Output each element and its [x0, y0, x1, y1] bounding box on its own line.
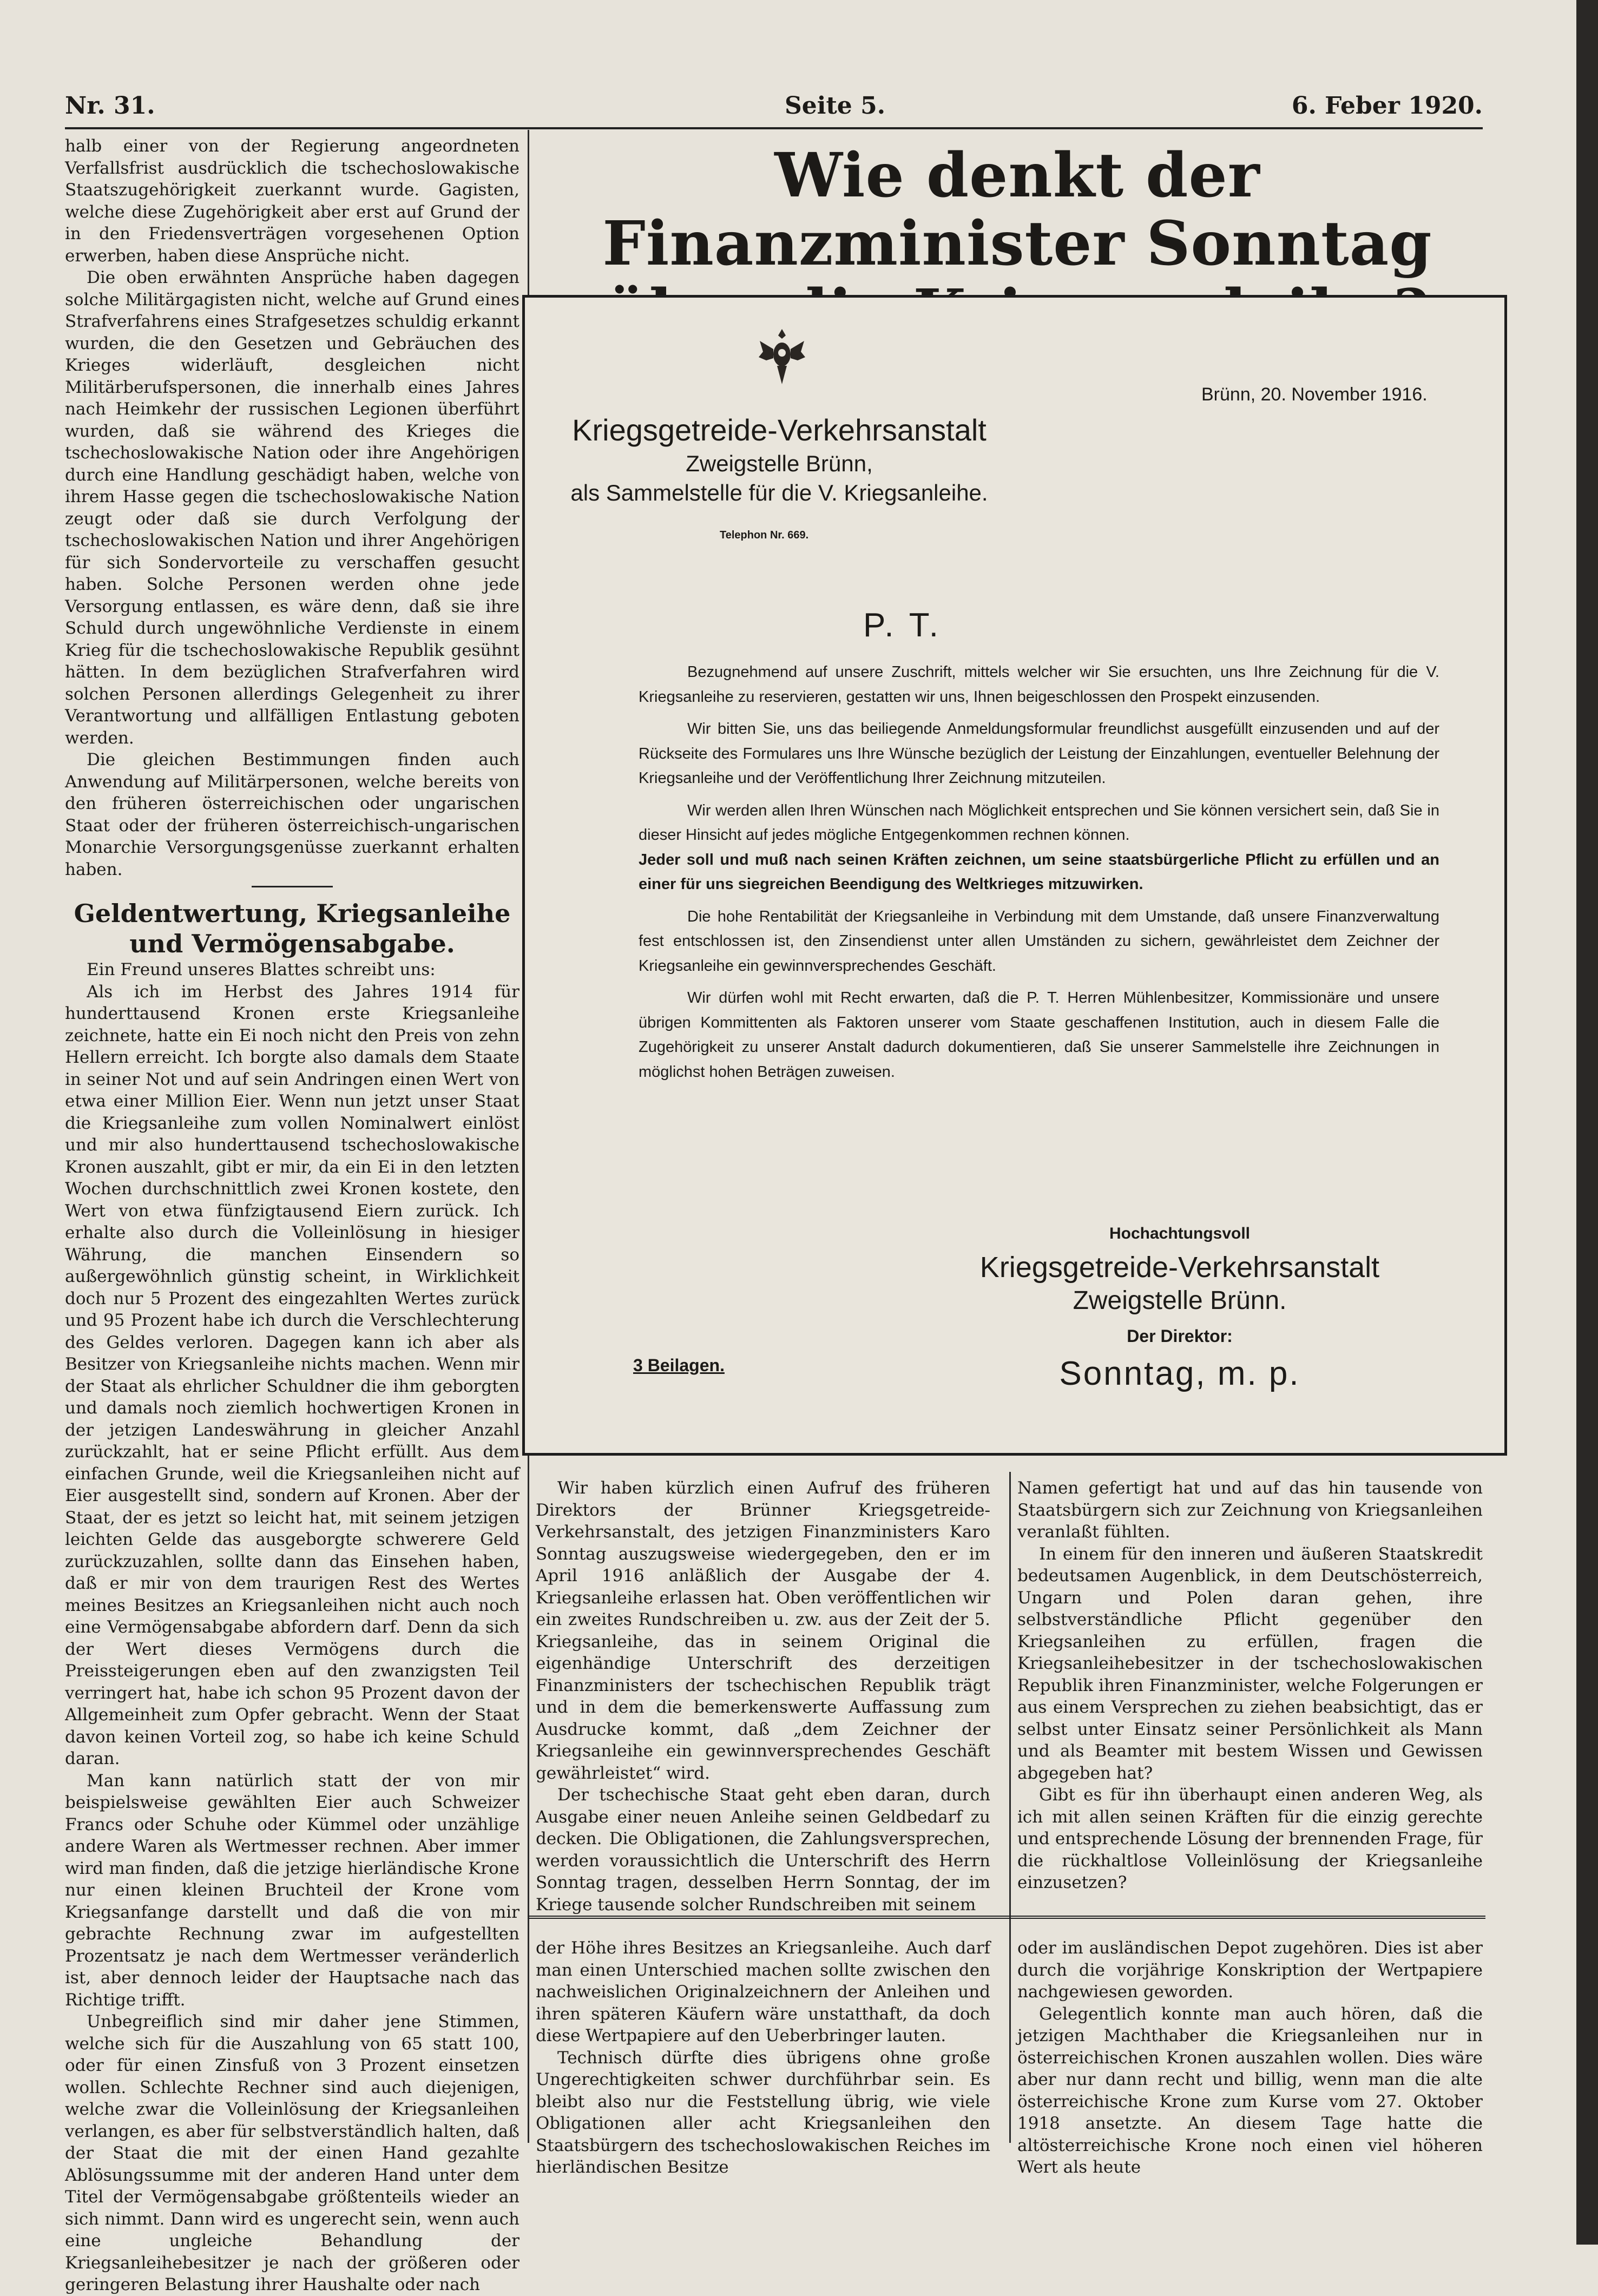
article-subhead: Geldentwertung, Kriegsanleihe und Vermögensabgabe.	[74, 899, 511, 958]
paragraph: Als ich im Herbst des Jahres 1914 für hunderttausend Kronen erste Kriegsanleihe zeichnete, hatte ein Ei noch nicht den Preis von zehn Hellern erreicht. Ich borgte also damals dem Staate in seiner Not und auf sein Andringen einen Wert von etwa einer Million Eier. Wenn nun jetzt unser Staat die Kriegsanleihe zum vollen Nominalwert einlöst und mir also hunderttausend tschechoslowakische Kronen auszahlt, gibt er mir, da ein Ei in den letzten Wochen durchschnittlich zwei Kronen kostete, den Wert von etwa fünfzigtausend Eiern zurück. Ich erhalte also durch die Volleinlösung in hiesiger Währung, die manchen Einsendern so außergewöhnlich günstig scheint, in Wirklichkeit doch nur 5 Prozent des eingezahlten Wertes zurück und 95 Prozent habe ich durch die Verschlechterung des Geldes verloren. Dagegen kann ich aber als Besitzer von Kriegsanleihe nichts machen. Wenn mir der Staat als ehrlicher Schuldner die ihm geborgten und damals noch ziemlich hochwertigen Kronen in der jetzigen Landeswährung in gleicher Anzahl zurückzahlt, hat er seine Pflicht erfüllt. Aus dem einfachen Grunde, weil die Kriegsanleihen nicht auf Eier ausgestellt sind, sondern auf Kronen. Aber der Staat, der es jetzt so leicht hat, mit seinem jetzigen leichten Gelde das ausgeborgte schwerere Geld zurückzuzahlen, sollte dann das Einsehen haben, daß er mir von dem traurigen Rest des Wertes meines Besitzes an Kriegsanleihen nicht auch noch eine Vermögensabgabe abfordern darf. Denn da sich der Wert dieses Vermögens durch die Preissteigerungen eben auf den zwanzigsten Teil verringert hat, habe ich schon 95 Prozent davon der Allgemeinheit zum Opfer gebracht. Wenn der Staat davon keinen Vorteil zog, so habe ich keine Schuld daran.	[65, 982, 519, 1768]
letterhead	[563, 411, 996, 508]
paragraph: Gibt es für ihn überhaupt einen anderen Weg, als ich mit allen seinen Kräften für die einzig gerechte und entsprechende Lösung der brennenden Frage, für die rückhaltlose Volleinlösung der Kriegsanleihe einzusetzen?	[1017, 1785, 1483, 1892]
closing-phrase: Hochachtungsvoll	[1109, 1225, 1251, 1242]
section-divider	[528, 1916, 1485, 1919]
letter-closing	[920, 1218, 1439, 1393]
letter-paragraph: Bezugnehmend auf unsere Zuschrift, mittels welcher wir Sie ersuchten, uns Ihre Zeichnung für die V. Kriegsanleihe zu reservieren, gestatten wir uns, Ihnen beigeschlossen den Prospekt einzusenden.	[639, 663, 1439, 706]
issue-number: Nr. 31.	[65, 92, 155, 120]
paragraph: Man kann natürlich statt der von mir beispielsweise gewählten Eier auch Schweizer Francs oder Schuhe oder Kümmel oder unzählige andere Waren als Wertmesser rechnen. Aber immer wird man finden, daß die jetzige hierländische Krone nur einen kleinen Bruchteil der Krone vom Kriegsanfange darstellt und daß die von mir gebrachte Rechnung zwar im aufgestellten Prozentsatz je nach dem Wertmesser veränderlich ist, aber dennoch leider der Hauptsache nach das Richtige trifft.	[65, 1771, 519, 2010]
middle-article-col2	[1017, 1477, 1483, 1892]
middle-article-col1	[536, 1477, 990, 1915]
paragraph: Technisch dürfte dies übrigens ohne große Ungerechtigkeiten schwer durchführbar sein. Es bleibt also nur die Feststellung übrig, wie viele Obligationen aller acht Kriegsanleihen den Staatsbürgern des tschechoslowakischen Reiches im hierländischen Besitze	[536, 2048, 990, 2177]
paragraph: Wir haben kürzlich einen Aufruf des früheren Direktors der Brünner Kriegsgetreide-Verkehrsanstalt, des jetzigen Finanzministers Karo Sonntag auszugsweise wiedergegeben, den er im April 1916 anläßlich der Ausgabe der 4. Kriegsanleihe erlassen hat. Oben veröffentlichen wir ein zweites Rundschreiben u. zw. aus der Zeit der 5. Kriegsanleihe, das in seinem Original die eigenhändige Unterschrift des derzeitigen Finanzministers der tschechischen Republik trägt und in dem die bemerkenswerte Auffassung zum Ausdrucke kommt, daß „dem Zeichner der Kriegsanleihe ein gewinnversprechendes Geschäft gewährleistet“ wird.	[536, 1478, 990, 1783]
letter-bold-paragraph: Jeder soll und muß nach seinen Kräften zeichnen, um seine staatsbürgerliche Pflicht zu erfüllen und an einer für uns siegreichen Beendigung des Weltkrieges mitzuwirken.	[639, 851, 1439, 893]
bottom-article-col2	[1017, 1937, 1483, 2177]
paragraph: Unbegreiflich sind mir daher jene Stimmen, welche sich für die Auszahlung von 65 statt 100, oder für einen Zinsfuß von 3 Prozent einsetzen wollen. Schlechte Rechner sind auch diejenigen, welche zwar die Volleinlösung der Kriegsanleihen verlangen, es aber für selbstverständlich halten, daß der Staat die mit der einen Hand gezahlte Ablösungssumme mit der anderen Hand unter dem Titel der Vermögensabgabe größtenteils wieder an sich nimmt. Dann wird es ungerecht sein, wenn auch eine ungleiche Behandlung der Kriegsanleihebesitzer je nach der größeren oder geringeren Belastung ihrer Haushalte oder nach	[65, 2012, 519, 2294]
letter-paragraph: Wir werden allen Ihren Wünschen nach Möglichkeit entsprechen und Sie können versichert sein, daß Sie in dieser Hinsicht auf jedes mögliche Entgegenkommen rechnen können.	[639, 801, 1439, 844]
letter-paragraph: Wir dürfen wohl mit Recht erwarten, daß die P. T. Herren Mühlenbesitzer, Kommissionäre und unsere übrigen Kommittenten als Faktoren unserer vom Staate geschaffenen Institution, auch in diesem Falle die Zugehörigkeit zu unserer Anstalt dadurch dokumentieren, daß Sie unserer Sammelstelle ihre Zeichnungen in möglichst hohen Beträgen zuweisen.	[639, 989, 1439, 1081]
divider	[252, 886, 333, 887]
letter-date: Brünn, 20. November 1916.	[1201, 384, 1428, 405]
signature: Sonntag, m. p.	[1059, 1355, 1300, 1392]
page-number: Seite 5.	[785, 92, 886, 120]
eagle-emblem-icon	[758, 325, 806, 390]
paragraph: In einem für den inneren und äußeren Staatskredit bedeutsamen Augenblick, in dem Deutschösterreich, Ungarn und Polen daran gehen, ihre selbstverständliche Pflicht gegenüber den Kriegsanleihen zu erfüllen, fragen die Kriegsanleihebesitzer in der tschechoslowakischen Republik ihren Finanzminister, welche Folgerungen er aus einem Versprechen zu ziehen beabsichtigt, das er selbst unter Einsatz seiner Persönlichkeit als Mann und als Beamter mit bestem Wissen und Gewissen abgegeben hat?	[1017, 1544, 1483, 1783]
letter-paragraph: Wir bitten Sie, uns das beiliegende Anmeldungsformular freundlichst ausgefüllt einzusenden und auf der Rückseite des Formulares uns Ihre Wünsche bezüglich der Leistung der Einzahlungen, eventueller Belehnung der Kriegsanleihe und der Veröffentlichung Ihrer Zeichnung mitzuteilen.	[639, 720, 1439, 787]
paragraph: Namen gefertigt hat und auf das hin tausende von Staatsbürgern sich zur Zeichnung von Kriegsanleihen veranlaßt fühlten.	[1017, 1478, 1483, 1542]
enclosures-note: 3 Beilagen.	[633, 1356, 725, 1375]
paragraph: oder im ausländischen Depot zugehören. Dies ist aber durch die vorjährige Konskription der Wertpapiere nachgewiesen geworden.	[1017, 1938, 1483, 2002]
paragraph: Die gleichen Bestimmungen finden auch Anwendung auf Militärpersonen, welche bereits von den früheren österreichischen oder ungarischen Staat oder der früheren österreichisch-ungarischen Monarchie Versorgungsgenüsse zuerkannt erhalten haben.	[65, 750, 519, 879]
bottom-article-col1	[536, 1937, 990, 2177]
letterhead-org: Kriegsgetreide-Verkehrsanstalt	[572, 413, 987, 447]
paragraph: Der tschechische Staat geht eben daran, durch Ausgabe einer neuen Anleihe seinen Geldbedarf zu decken. Die Obligationen, die Zahlungsversprechen, werden voraussichtlich die Unterschrift des Herrn Sonntag tragen, desselben Herrn Sonntag, der im Kriege tausende solcher Rundschreiben mit seinem	[536, 1785, 990, 1915]
letterhead-role: als Sammelstelle für die V. Kriegsanleihe.	[570, 480, 988, 505]
headline: Wie denkt der Finanzminister Sonntag	[602, 140, 1432, 279]
column-rule	[1009, 1472, 1011, 2143]
issue-date: 6. Feber 1920.	[1291, 92, 1483, 120]
paragraph: halb einer von der Regierung angeordneten Verfallsfrist ausdrücklich die tschechoslowakische Staatszugehörigkeit zuerkannt wurde. Gagisten, welche diese Zugehörigkeit aber erst auf Grund der in den Friedensverträgen vorgesehenen Option erwerben, haben diese Ansprüche nicht.	[65, 136, 519, 266]
paragraph: Die oben erwähnten Ansprüche haben dagegen solche Militärgagisten nicht, welche auf Grund eines Strafverfahrens eines Strafgesetzes schuldig erkannt wurden, die den Gesetzen und Gebräuchen des Krieges widerläuft, desgleichen nicht Militärberufspersonen, die innerhalb eines Jahres nach Heimkehr der russischen Legionen überführt wurden, daß sie während des Krieges die tschechoslowakische Nation oder ihre Angehörigen durch eine Handlung geschädigt haben, welche von ihrem Hasse gegen die tschechoslowakische Nation zeugt oder daß sie durch Verfolgung der tschechoslowakischen Nation und ihrer Angehörigen für sich Sondervorteile zu verschaffen gesucht haben. Solche Personen werden ohne jede Versorgung entlassen, es wäre denn, daß sie ihre Schuld durch ungewöhnliche Verdienste in einem Krieg für die tschechoslowakische Republik gesühnt hätten. In dem bezüglichen Strafverfahren wird solchen Personen allerdings Gelegenheit zu ihrer Verantwortung und allfälligen Entlastung geboten werden.	[65, 268, 519, 748]
left-column	[65, 135, 519, 2294]
header-rule	[65, 127, 1483, 129]
closing-branch: Zweigstelle Brünn.	[1073, 1286, 1287, 1315]
paragraph: Gelegentlich konnte man auch hören, daß die jetzigen Machthaber die Kriegsanleihen nur in österreichischen Kronen auszahlen wollen. Dies wäre aber nur dann recht und billig, wenn man die alte österreichische Krone zum Kurse vom 27. Oktober 1918 ansetzte. An diesem Tage hatte die altösterreichische Krone noch einen viel höheren Wert als heute	[1017, 2004, 1483, 2177]
closing-org: Kriegsgetreide-Verkehrsanstalt	[979, 1251, 1380, 1284]
letterhead-branch: Zweigstelle Brünn,	[686, 451, 873, 476]
letter-body	[639, 660, 1439, 1092]
director-label: Der Direktor:	[1127, 1326, 1233, 1346]
paragraph: der Höhe ihres Besitzes an Kriegsanleihe. Auch darf man einen Unterschied machen sollte zwischen den nachweislichen Originalzeichnern der Anleihen und ihren späteren Käufern wäre unstatthaft, da doch diese Wertpapiere auf den Ueberbringer lauten.	[536, 1938, 990, 2045]
paragraph: Ein Freund unseres Blattes schreibt uns:	[87, 960, 436, 979]
page-header	[65, 92, 1483, 130]
letter-salutation: P. T.	[863, 607, 942, 644]
letter-paragraph: Die hohe Rentabilität der Kriegsanleihe in Verbindung mit dem Umstande, daß unsere Finanzverwaltung fest entschlossen ist, den Zinsendienst unter allen Umständen zu sichern, gewährleistet dem Zeichner der Kriegsanleihe ein gewinnversprechendes Geschäft.	[639, 907, 1439, 975]
letterhead-telephone: Telephon Nr. 669.	[720, 529, 809, 541]
